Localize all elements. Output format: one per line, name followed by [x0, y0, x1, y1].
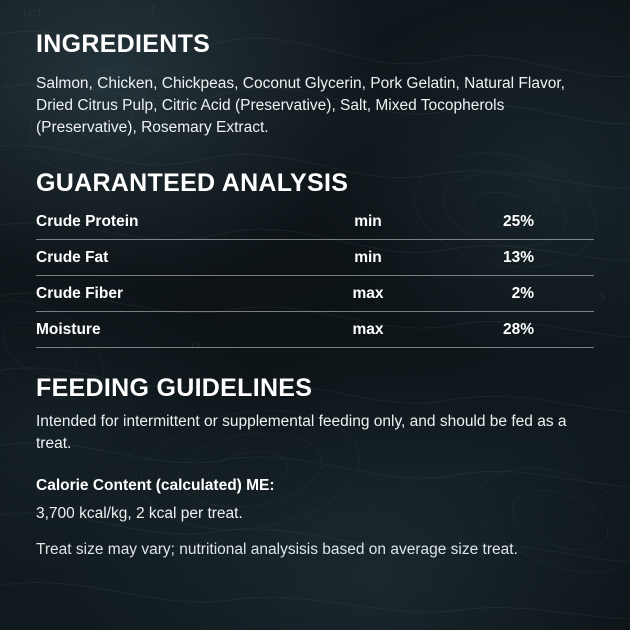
svg-text:1671: 1671	[22, 8, 43, 18]
table-row	[36, 240, 594, 276]
svg-text:19: 19	[190, 340, 201, 350]
guaranteed-analysis-table	[36, 204, 594, 348]
treat-size-disclaimer: Treat size may vary; nutritional analysisis based on average size treat.	[36, 541, 518, 558]
ingredients-title: INGREDIENTS	[36, 30, 211, 58]
nutrient-value: 2%	[443, 276, 594, 312]
nutrient-value: 13%	[443, 240, 594, 276]
table-row	[36, 312, 594, 348]
nutrient-name: Crude Protein	[36, 204, 293, 240]
feeding-guidelines-title: FEEDING GUIDELINES	[36, 374, 313, 402]
calorie-content-heading: Calorie Content (calculated) ME:	[36, 477, 275, 494]
calorie-content-value: 3,700 kcal/kg, 2 kcal per treat.	[36, 505, 243, 522]
guaranteed-analysis-title: GUARANTEED ANALYSIS	[36, 169, 349, 197]
nutrient-qualifier: min	[293, 204, 444, 240]
svg-text:7: 7	[150, 4, 156, 14]
nutrient-qualifier: max	[293, 312, 444, 348]
nutrient-qualifier: max	[293, 276, 444, 312]
nutrient-name: Crude Fat	[36, 240, 293, 276]
ingredients-text: Salmon, Chicken, Chickpeas, Coconut Glycerin, Pork Gelatin, Natural Flavor, Dried Citrus Pulp, Citric Acid (Preservative), Salt, Mixed Tocopherols (Preservative), Rosemary Extract.	[36, 75, 565, 136]
feeding-guidelines-text: Intended for intermittent or supplemental feeding only, and should be fed as a treat.	[36, 413, 567, 452]
nutrient-name: Moisture	[36, 312, 293, 348]
table-row	[36, 204, 594, 240]
nutrient-value: 25%	[443, 204, 594, 240]
nutrient-value: 28%	[443, 312, 594, 348]
nutrient-name: Crude Fiber	[36, 276, 293, 312]
table-row	[36, 276, 594, 312]
nutrient-qualifier: min	[293, 240, 444, 276]
svg-text:3: 3	[600, 292, 606, 302]
